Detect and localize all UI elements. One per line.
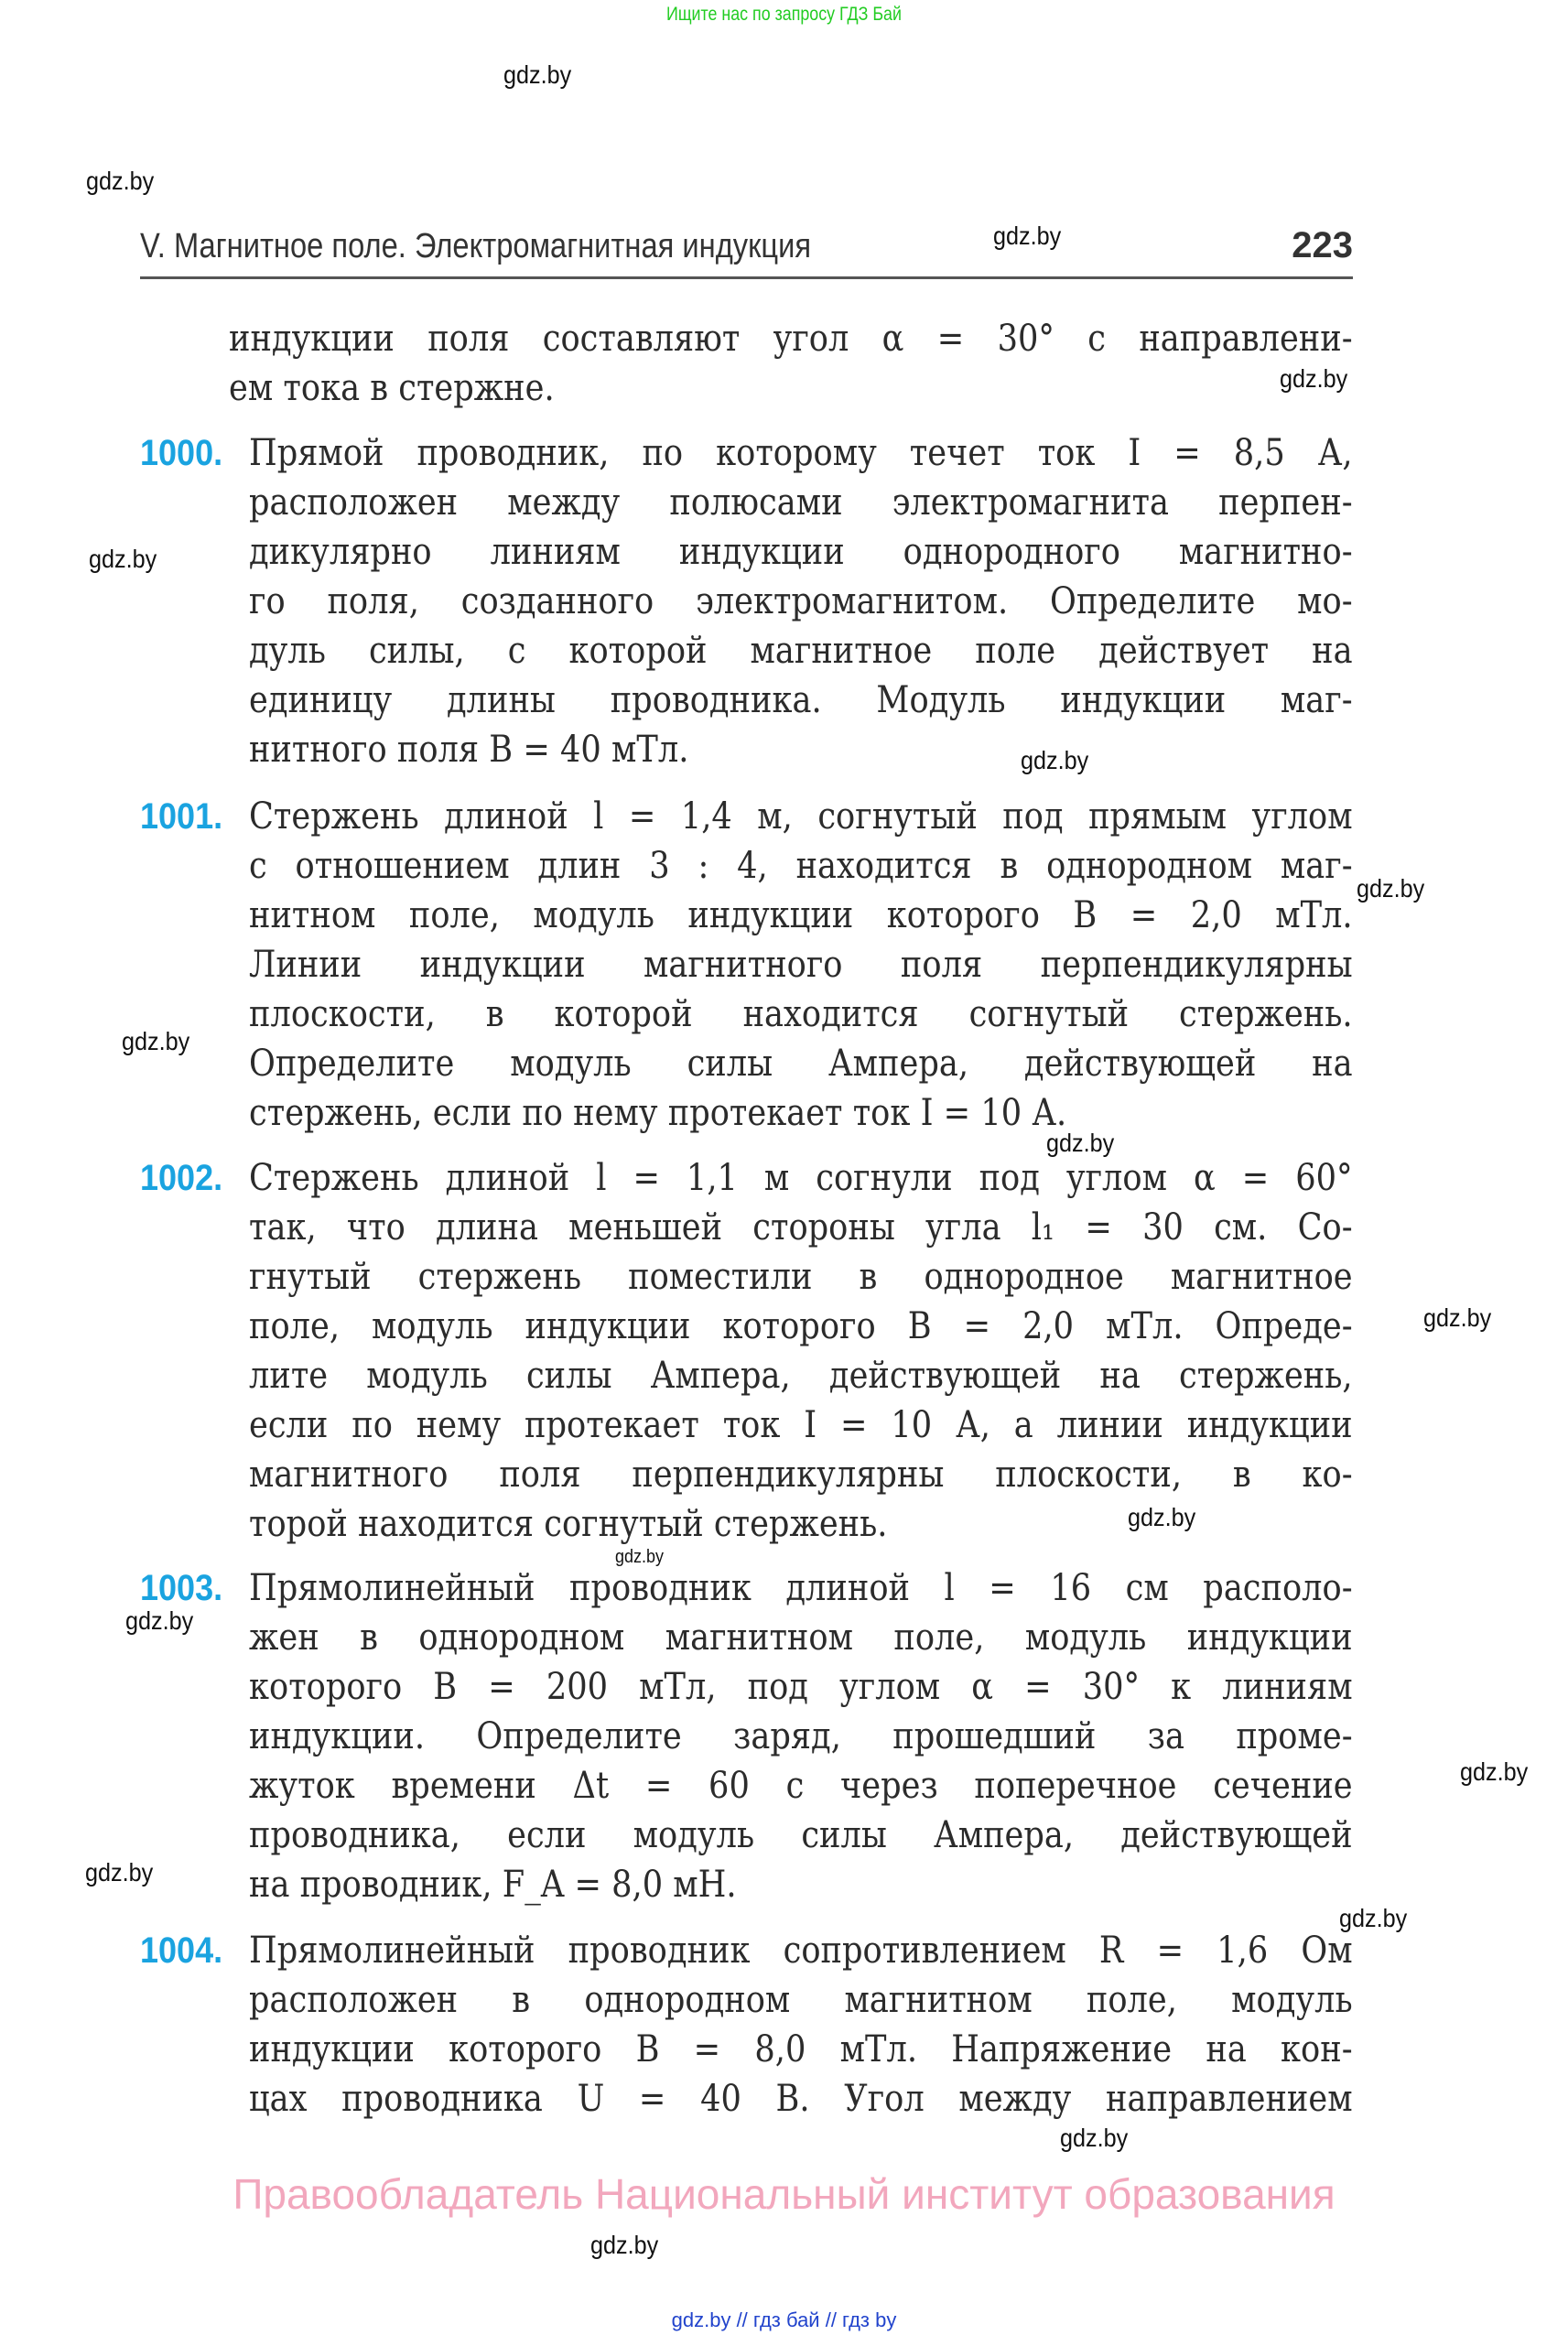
text-line: цах проводника U = 40 В. Угол между направлением: [249, 2078, 1353, 2120]
text-line: индукции поля составляют угол α = 30° с направлени-: [229, 318, 1353, 360]
text-line: стержень, если по нему протекает ток I = 10 А.: [249, 1092, 1067, 1134]
watermark: gdz.by: [122, 1027, 190, 1055]
text-line: поле, модуль индукции которого B = 2,0 мТл. Опреде-: [249, 1305, 1353, 1347]
text-line: Прямолинейный проводник длиной l = 16 см располо-: [249, 1567, 1353, 1609]
page-number: 223: [1292, 225, 1353, 265]
search-hint-banner: Ищите нас по запросу ГДЗ Бай: [666, 4, 902, 25]
copyright-notice: Правообладатель Национальный институт образования: [232, 2170, 1336, 2218]
watermark: gdz.by: [1423, 1303, 1492, 1332]
watermark: gdz.by: [503, 60, 572, 89]
text-line: расположен в однородном магнитном поле, модуль: [249, 1979, 1353, 2021]
watermark: gdz.by: [1021, 746, 1089, 774]
text-line: проводника, если модуль силы Ампера, действующей: [249, 1814, 1353, 1856]
text-line: жуток времени Δt = 60 с через поперечное сечение: [249, 1765, 1353, 1807]
text-line: нитном поле, модуль индукции которого B = 2,0 мТл.: [249, 894, 1353, 936]
watermark: gdz.by: [1280, 364, 1348, 393]
watermark: gdz.by: [615, 1547, 665, 1567]
text-line: го поля, созданного электромагнитом. Определите мо-: [249, 580, 1353, 622]
text-line: Прямой проводник, по которому течет ток I = 8,5 А,: [249, 432, 1353, 474]
watermark: gdz.by: [85, 1858, 154, 1887]
text-line: Определите модуль силы Ампера, действующей на: [249, 1043, 1353, 1085]
running-header: [140, 225, 1353, 276]
text-line: магнитного поля перпендикулярны плоскости, в ко-: [249, 1454, 1353, 1496]
text-line: с отношением длин 3 : 4, находится в однородном маг-: [249, 845, 1353, 887]
watermark: gdz.by: [1046, 1129, 1115, 1157]
text-line: гнутый стержень поместили в однородное магнитное: [249, 1256, 1353, 1298]
text-line: которого B = 200 мТл, под углом α = 30° к линиям: [249, 1666, 1353, 1708]
text-line: нитного поля B = 40 мТл.: [249, 729, 689, 771]
text-line: индукции которого B = 8,0 мТл. Напряжение на кон-: [249, 2028, 1353, 2070]
text-line: торой находится согнутый стержень.: [249, 1503, 888, 1545]
watermark: gdz.by: [125, 1606, 194, 1635]
text-line: индукции. Определите заряд, прошедший за проме-: [249, 1715, 1353, 1757]
watermark: gdz.by: [993, 222, 1062, 250]
text-line: жен в однородном магнитном поле, модуль индукции: [249, 1616, 1353, 1659]
watermark: gdz.by: [1128, 1503, 1196, 1531]
watermark: gdz.by: [86, 167, 155, 195]
problem-number: 1002.: [140, 1158, 223, 1198]
watermark: gdz.by: [1357, 874, 1425, 903]
watermark: gdz.by: [89, 545, 157, 573]
text-line: расположен между полюсами электромагнита перпен-: [249, 481, 1353, 524]
text-line: плоскости, в которой находится согнутый стержень.: [249, 993, 1353, 1035]
text-line: Прямолинейный проводник сопротивлением R = 1,6 Ом: [249, 1930, 1353, 1972]
text-line: Стержень длиной l = 1,4 м, согнутый под прямым углом: [249, 795, 1353, 838]
text-line: на проводник, F_A = 8,0 мН.: [249, 1864, 737, 1906]
watermark: gdz.by: [1060, 2124, 1129, 2152]
watermark: gdz.by: [1460, 1757, 1529, 1786]
watermark: gdz.by: [1339, 1904, 1408, 1932]
text-line: Стержень длиной l = 1,1 м согнули под углом α = 60°: [249, 1157, 1353, 1199]
problem-number: 1001.: [140, 796, 223, 837]
problem-number: 1003.: [140, 1568, 223, 1608]
footer-links[interactable]: gdz.by // гдз бай // гдз by: [671, 2308, 897, 2331]
watermark: gdz.by: [590, 2231, 659, 2259]
text-line: так, что длина меньшей стороны угла l₁ = 30 см. Со-: [249, 1206, 1353, 1249]
text-line: Линии индукции магнитного поля перпендикулярны: [249, 944, 1353, 986]
header-divider: [140, 276, 1353, 279]
problem-number: 1000.: [140, 433, 223, 473]
text-line: лите модуль силы Ампера, действующей на стержень,: [249, 1355, 1353, 1397]
text-line: дуль силы, с которой магнитное поле действует на: [249, 630, 1353, 672]
text-line: ем тока в стержне.: [229, 367, 555, 409]
text-line: если по нему протекает ток I = 10 А, а линии индукции: [249, 1404, 1353, 1446]
problem-number: 1004.: [140, 1930, 223, 1971]
chapter-title: V. Магнитное поле. Электромагнитная индукция: [140, 227, 812, 265]
text-line: дикулярно линиям индукции однородного магнитно-: [249, 531, 1353, 573]
continuation-paragraph: [229, 314, 1353, 413]
text-line: единицу длины проводника. Модуль индукции маг-: [249, 679, 1353, 721]
